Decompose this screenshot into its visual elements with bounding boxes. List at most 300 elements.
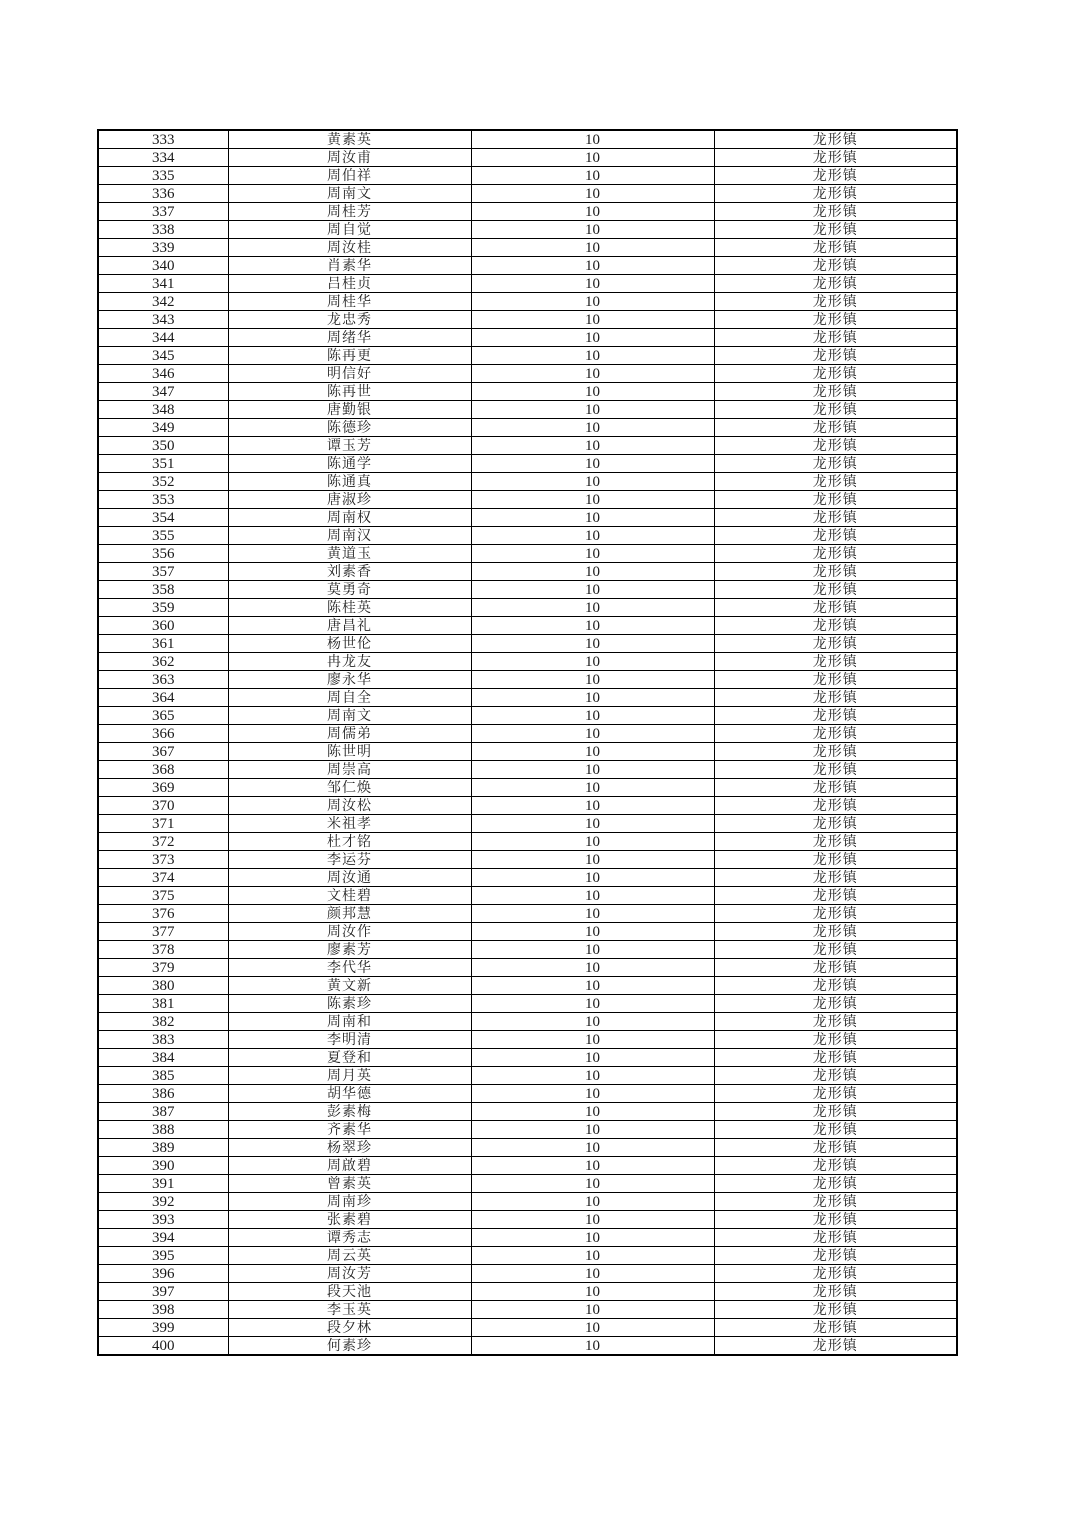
amount-cell: 10	[471, 1067, 714, 1085]
amount-cell: 10	[471, 653, 714, 671]
person-name-cell: 段夕林	[228, 1319, 471, 1337]
person-name-cell: 周南和	[228, 1013, 471, 1031]
town-cell: 龙形镇	[714, 167, 957, 185]
amount-cell: 10	[471, 491, 714, 509]
town-cell: 龙形镇	[714, 1211, 957, 1229]
person-name-cell: 吕桂贞	[228, 275, 471, 293]
table-row	[98, 293, 957, 311]
row-number-cell: 346	[98, 365, 228, 383]
person-name-cell: 陈通真	[228, 473, 471, 491]
amount-cell: 10	[471, 887, 714, 905]
town-cell: 龙形镇	[714, 293, 957, 311]
table-row	[98, 1283, 957, 1301]
row-number-cell: 374	[98, 869, 228, 887]
person-name-cell: 陈通学	[228, 455, 471, 473]
person-name-cell: 唐淑珍	[228, 491, 471, 509]
person-name-cell: 米祖孝	[228, 815, 471, 833]
amount-cell: 10	[471, 130, 714, 149]
town-cell: 龙形镇	[714, 833, 957, 851]
amount-cell: 10	[471, 239, 714, 257]
person-name-cell: 周南文	[228, 707, 471, 725]
table-row	[98, 905, 957, 923]
amount-cell: 10	[471, 959, 714, 977]
table-row	[98, 635, 957, 653]
row-number-cell: 344	[98, 329, 228, 347]
row-number-cell: 334	[98, 149, 228, 167]
town-cell: 龙形镇	[714, 1337, 957, 1356]
person-name-cell: 颜邦慧	[228, 905, 471, 923]
amount-cell: 10	[471, 401, 714, 419]
table-row	[98, 599, 957, 617]
person-name-cell: 黄文新	[228, 977, 471, 995]
amount-cell: 10	[471, 311, 714, 329]
table-row	[98, 833, 957, 851]
town-cell: 龙形镇	[714, 1067, 957, 1085]
row-number-cell: 379	[98, 959, 228, 977]
person-name-cell: 夏登和	[228, 1049, 471, 1067]
town-cell: 龙形镇	[714, 545, 957, 563]
person-name-cell: 周绪华	[228, 329, 471, 347]
person-name-cell: 龙忠秀	[228, 311, 471, 329]
row-number-cell: 392	[98, 1193, 228, 1211]
table-row	[98, 743, 957, 761]
table-row	[98, 1013, 957, 1031]
subsidy-roster-table	[97, 129, 958, 1356]
town-cell: 龙形镇	[714, 941, 957, 959]
person-name-cell: 邹仁焕	[228, 779, 471, 797]
person-name-cell: 胡华德	[228, 1085, 471, 1103]
person-name-cell: 周桂华	[228, 293, 471, 311]
amount-cell: 10	[471, 365, 714, 383]
town-cell: 龙形镇	[714, 1301, 957, 1319]
person-name-cell: 陈世明	[228, 743, 471, 761]
row-number-cell: 336	[98, 185, 228, 203]
person-name-cell: 杨翠珍	[228, 1139, 471, 1157]
amount-cell: 10	[471, 689, 714, 707]
person-name-cell: 周南文	[228, 185, 471, 203]
row-number-cell: 396	[98, 1265, 228, 1283]
person-name-cell: 陈再更	[228, 347, 471, 365]
row-number-cell: 361	[98, 635, 228, 653]
table-row	[98, 653, 957, 671]
row-number-cell: 335	[98, 167, 228, 185]
row-number-cell: 353	[98, 491, 228, 509]
row-number-cell: 367	[98, 743, 228, 761]
row-number-cell: 366	[98, 725, 228, 743]
row-number-cell: 345	[98, 347, 228, 365]
row-number-cell: 339	[98, 239, 228, 257]
person-name-cell: 周南珍	[228, 1193, 471, 1211]
row-number-cell: 358	[98, 581, 228, 599]
row-number-cell: 363	[98, 671, 228, 689]
amount-cell: 10	[471, 1283, 714, 1301]
amount-cell: 10	[471, 293, 714, 311]
person-name-cell: 周汝作	[228, 923, 471, 941]
amount-cell: 10	[471, 221, 714, 239]
person-name-cell: 彭素梅	[228, 1103, 471, 1121]
town-cell: 龙形镇	[714, 437, 957, 455]
row-number-cell: 340	[98, 257, 228, 275]
person-name-cell: 黄道玉	[228, 545, 471, 563]
table-row	[98, 1139, 957, 1157]
person-name-cell: 谭玉芳	[228, 437, 471, 455]
person-name-cell: 廖素芳	[228, 941, 471, 959]
person-name-cell: 周桂芳	[228, 203, 471, 221]
town-cell: 龙形镇	[714, 1139, 957, 1157]
town-cell: 龙形镇	[714, 779, 957, 797]
town-cell: 龙形镇	[714, 275, 957, 293]
amount-cell: 10	[471, 1103, 714, 1121]
table-row	[98, 149, 957, 167]
town-cell: 龙形镇	[714, 221, 957, 239]
amount-cell: 10	[471, 671, 714, 689]
amount-cell: 10	[471, 1301, 714, 1319]
amount-cell: 10	[471, 545, 714, 563]
table-row	[98, 275, 957, 293]
town-cell: 龙形镇	[714, 1085, 957, 1103]
town-cell: 龙形镇	[714, 869, 957, 887]
town-cell: 龙形镇	[714, 455, 957, 473]
town-cell: 龙形镇	[714, 419, 957, 437]
amount-cell: 10	[471, 275, 714, 293]
amount-cell: 10	[471, 473, 714, 491]
town-cell: 龙形镇	[714, 635, 957, 653]
town-cell: 龙形镇	[714, 761, 957, 779]
amount-cell: 10	[471, 617, 714, 635]
person-name-cell: 周啟碧	[228, 1157, 471, 1175]
town-cell: 龙形镇	[714, 1265, 957, 1283]
town-cell: 龙形镇	[714, 797, 957, 815]
town-cell: 龙形镇	[714, 509, 957, 527]
person-name-cell: 陈德珍	[228, 419, 471, 437]
row-number-cell: 342	[98, 293, 228, 311]
person-name-cell: 周汝桂	[228, 239, 471, 257]
person-name-cell: 齐素华	[228, 1121, 471, 1139]
amount-cell: 10	[471, 1157, 714, 1175]
row-number-cell: 355	[98, 527, 228, 545]
person-name-cell: 李明清	[228, 1031, 471, 1049]
row-number-cell: 395	[98, 1247, 228, 1265]
person-name-cell: 周汝甫	[228, 149, 471, 167]
row-number-cell: 351	[98, 455, 228, 473]
table-row	[98, 1247, 957, 1265]
town-cell: 龙形镇	[714, 599, 957, 617]
person-name-cell: 周自觉	[228, 221, 471, 239]
row-number-cell: 362	[98, 653, 228, 671]
amount-cell: 10	[471, 941, 714, 959]
amount-cell: 10	[471, 527, 714, 545]
town-cell: 龙形镇	[714, 725, 957, 743]
row-number-cell: 357	[98, 563, 228, 581]
row-number-cell: 373	[98, 851, 228, 869]
table-row	[98, 401, 957, 419]
town-cell: 龙形镇	[714, 311, 957, 329]
row-number-cell: 350	[98, 437, 228, 455]
amount-cell: 10	[471, 419, 714, 437]
table-row	[98, 1157, 957, 1175]
row-number-cell: 398	[98, 1301, 228, 1319]
table-row	[98, 383, 957, 401]
table-row	[98, 869, 957, 887]
person-name-cell: 谭秀志	[228, 1229, 471, 1247]
row-number-cell: 349	[98, 419, 228, 437]
amount-cell: 10	[471, 1013, 714, 1031]
amount-cell: 10	[471, 1175, 714, 1193]
row-number-cell: 393	[98, 1211, 228, 1229]
table-row	[98, 707, 957, 725]
table-row	[98, 689, 957, 707]
table-row	[98, 815, 957, 833]
town-cell: 龙形镇	[714, 1121, 957, 1139]
amount-cell: 10	[471, 203, 714, 221]
amount-cell: 10	[471, 1121, 714, 1139]
table-row	[98, 130, 957, 149]
town-cell: 龙形镇	[714, 905, 957, 923]
table-row	[98, 1121, 957, 1139]
row-number-cell: 399	[98, 1319, 228, 1337]
row-number-cell: 364	[98, 689, 228, 707]
person-name-cell: 张素碧	[228, 1211, 471, 1229]
amount-cell: 10	[471, 347, 714, 365]
row-number-cell: 381	[98, 995, 228, 1013]
amount-cell: 10	[471, 329, 714, 347]
table-row	[98, 1067, 957, 1085]
town-cell: 龙形镇	[714, 743, 957, 761]
table-row	[98, 581, 957, 599]
town-cell: 龙形镇	[714, 689, 957, 707]
row-number-cell: 341	[98, 275, 228, 293]
table-row	[98, 671, 957, 689]
table-row	[98, 1103, 957, 1121]
amount-cell: 10	[471, 779, 714, 797]
amount-cell: 10	[471, 995, 714, 1013]
table-row	[98, 995, 957, 1013]
table-row	[98, 617, 957, 635]
person-name-cell: 周南权	[228, 509, 471, 527]
amount-cell: 10	[471, 185, 714, 203]
amount-cell: 10	[471, 815, 714, 833]
amount-cell: 10	[471, 1049, 714, 1067]
town-cell: 龙形镇	[714, 671, 957, 689]
table-row	[98, 923, 957, 941]
amount-cell: 10	[471, 1211, 714, 1229]
person-name-cell: 黄素英	[228, 130, 471, 149]
table-row	[98, 1229, 957, 1247]
amount-cell: 10	[471, 149, 714, 167]
row-number-cell: 354	[98, 509, 228, 527]
table-row	[98, 311, 957, 329]
town-cell: 龙形镇	[714, 1193, 957, 1211]
town-cell: 龙形镇	[714, 1013, 957, 1031]
person-name-cell: 冉龙友	[228, 653, 471, 671]
row-number-cell: 386	[98, 1085, 228, 1103]
person-name-cell: 李运芬	[228, 851, 471, 869]
row-number-cell: 371	[98, 815, 228, 833]
town-cell: 龙形镇	[714, 149, 957, 167]
row-number-cell: 375	[98, 887, 228, 905]
table-row	[98, 1085, 957, 1103]
amount-cell: 10	[471, 1337, 714, 1356]
row-number-cell: 377	[98, 923, 228, 941]
table-row	[98, 1265, 957, 1283]
amount-cell: 10	[471, 869, 714, 887]
person-name-cell: 曾素英	[228, 1175, 471, 1193]
town-cell: 龙形镇	[714, 401, 957, 419]
person-name-cell: 唐勤银	[228, 401, 471, 419]
row-number-cell: 356	[98, 545, 228, 563]
amount-cell: 10	[471, 1139, 714, 1157]
row-number-cell: 368	[98, 761, 228, 779]
town-cell: 龙形镇	[714, 653, 957, 671]
table-row	[98, 437, 957, 455]
person-name-cell: 周汝松	[228, 797, 471, 815]
row-number-cell: 376	[98, 905, 228, 923]
person-name-cell: 周汝芳	[228, 1265, 471, 1283]
amount-cell: 10	[471, 1265, 714, 1283]
town-cell: 龙形镇	[714, 329, 957, 347]
amount-cell: 10	[471, 563, 714, 581]
table-row	[98, 563, 957, 581]
person-name-cell: 陈素珍	[228, 995, 471, 1013]
amount-cell: 10	[471, 1247, 714, 1265]
town-cell: 龙形镇	[714, 1229, 957, 1247]
row-number-cell: 369	[98, 779, 228, 797]
table-row	[98, 185, 957, 203]
table-row	[98, 527, 957, 545]
person-name-cell: 周自全	[228, 689, 471, 707]
row-number-cell: 380	[98, 977, 228, 995]
table-row	[98, 779, 957, 797]
row-number-cell: 359	[98, 599, 228, 617]
person-name-cell: 肖素华	[228, 257, 471, 275]
amount-cell: 10	[471, 167, 714, 185]
town-cell: 龙形镇	[714, 977, 957, 995]
person-name-cell: 明信好	[228, 365, 471, 383]
town-cell: 龙形镇	[714, 815, 957, 833]
table-row	[98, 797, 957, 815]
amount-cell: 10	[471, 509, 714, 527]
amount-cell: 10	[471, 383, 714, 401]
table-row	[98, 329, 957, 347]
table-row	[98, 419, 957, 437]
table-row	[98, 455, 957, 473]
person-name-cell: 周云英	[228, 1247, 471, 1265]
amount-cell: 10	[471, 977, 714, 995]
town-cell: 龙形镇	[714, 1031, 957, 1049]
amount-cell: 10	[471, 1319, 714, 1337]
town-cell: 龙形镇	[714, 581, 957, 599]
table-row	[98, 959, 957, 977]
amount-cell: 10	[471, 1193, 714, 1211]
person-name-cell: 周月英	[228, 1067, 471, 1085]
amount-cell: 10	[471, 257, 714, 275]
row-number-cell: 352	[98, 473, 228, 491]
row-number-cell: 343	[98, 311, 228, 329]
table-row	[98, 977, 957, 995]
table-row	[98, 1031, 957, 1049]
amount-cell: 10	[471, 599, 714, 617]
row-number-cell: 365	[98, 707, 228, 725]
row-number-cell: 337	[98, 203, 228, 221]
table-row	[98, 239, 957, 257]
town-cell: 龙形镇	[714, 707, 957, 725]
town-cell: 龙形镇	[714, 473, 957, 491]
person-name-cell: 周儒弟	[228, 725, 471, 743]
table-row	[98, 851, 957, 869]
town-cell: 龙形镇	[714, 1157, 957, 1175]
row-number-cell: 378	[98, 941, 228, 959]
amount-cell: 10	[471, 581, 714, 599]
town-cell: 龙形镇	[714, 887, 957, 905]
table-row	[98, 545, 957, 563]
row-number-cell: 347	[98, 383, 228, 401]
table-row	[98, 1049, 957, 1067]
town-cell: 龙形镇	[714, 1319, 957, 1337]
person-name-cell: 周汝通	[228, 869, 471, 887]
table-row	[98, 1319, 957, 1337]
table-row	[98, 1193, 957, 1211]
row-number-cell: 348	[98, 401, 228, 419]
table-row	[98, 1301, 957, 1319]
town-cell: 龙形镇	[714, 1049, 957, 1067]
town-cell: 龙形镇	[714, 491, 957, 509]
amount-cell: 10	[471, 761, 714, 779]
table-row	[98, 203, 957, 221]
row-number-cell: 387	[98, 1103, 228, 1121]
amount-cell: 10	[471, 1085, 714, 1103]
row-number-cell: 400	[98, 1337, 228, 1356]
town-cell: 龙形镇	[714, 1103, 957, 1121]
person-name-cell: 李代华	[228, 959, 471, 977]
town-cell: 龙形镇	[714, 365, 957, 383]
table-row	[98, 509, 957, 527]
amount-cell: 10	[471, 1229, 714, 1247]
town-cell: 龙形镇	[714, 1247, 957, 1265]
person-name-cell: 何素珍	[228, 1337, 471, 1356]
town-cell: 龙形镇	[714, 923, 957, 941]
table-row	[98, 1337, 957, 1356]
town-cell: 龙形镇	[714, 203, 957, 221]
town-cell: 龙形镇	[714, 617, 957, 635]
town-cell: 龙形镇	[714, 851, 957, 869]
row-number-cell: 372	[98, 833, 228, 851]
amount-cell: 10	[471, 797, 714, 815]
row-number-cell: 338	[98, 221, 228, 239]
table-row	[98, 941, 957, 959]
table-row	[98, 761, 957, 779]
row-number-cell: 388	[98, 1121, 228, 1139]
person-name-cell: 莫勇奇	[228, 581, 471, 599]
town-cell: 龙形镇	[714, 563, 957, 581]
row-number-cell: 384	[98, 1049, 228, 1067]
table-row	[98, 1175, 957, 1193]
town-cell: 龙形镇	[714, 239, 957, 257]
amount-cell: 10	[471, 437, 714, 455]
town-cell: 龙形镇	[714, 383, 957, 401]
person-name-cell: 周南汉	[228, 527, 471, 545]
table-row	[98, 365, 957, 383]
town-cell: 龙形镇	[714, 1175, 957, 1193]
amount-cell: 10	[471, 905, 714, 923]
person-name-cell: 刘素香	[228, 563, 471, 581]
table-row	[98, 167, 957, 185]
town-cell: 龙形镇	[714, 347, 957, 365]
table-row	[98, 257, 957, 275]
town-cell: 龙形镇	[714, 130, 957, 149]
person-name-cell: 杜才铭	[228, 833, 471, 851]
person-name-cell: 段天池	[228, 1283, 471, 1301]
person-name-cell: 廖永华	[228, 671, 471, 689]
